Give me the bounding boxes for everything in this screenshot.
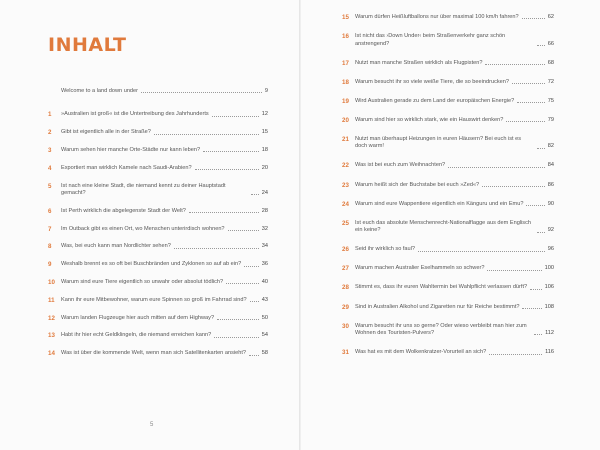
entry-number: 29	[342, 303, 349, 311]
entry-page: 100	[544, 265, 554, 272]
entry-number: 17	[342, 59, 349, 67]
entry-title: Wird Australien gerade zu dem Land der europäischen Energie?	[355, 97, 515, 104]
toc-entry	[48, 332, 268, 339]
dot-leader	[212, 116, 259, 117]
toc-entry	[342, 265, 554, 272]
entry-title: Warum sind eure Tiere eigentlich so unwahr oder absolut tödlich?	[61, 278, 224, 285]
entry-title: Was, bei euch kann man Nordlichter sehen?	[61, 243, 171, 250]
dot-leader	[249, 355, 259, 356]
toc-entry	[48, 243, 268, 250]
entry-page: 36	[261, 261, 268, 268]
dot-leader	[512, 83, 545, 84]
toc-entry	[342, 162, 554, 169]
entry-number: 15	[342, 14, 349, 21]
entry-number: 2	[48, 129, 52, 137]
entry-text	[355, 33, 554, 48]
entry-page: 58	[261, 350, 268, 357]
entry-text	[61, 315, 268, 322]
entry-page: 86	[547, 181, 554, 188]
entry-text	[61, 350, 268, 357]
toc-entry	[48, 226, 268, 233]
entry-number: 9	[48, 261, 52, 269]
toc-entry	[48, 88, 268, 95]
entry-text	[355, 265, 554, 272]
toc-entry	[48, 279, 268, 286]
dot-leader	[506, 121, 544, 122]
entry-number: 24	[342, 200, 349, 208]
dot-leader	[217, 319, 259, 320]
dot-leader	[537, 45, 545, 46]
entry-number: 27	[342, 265, 349, 273]
toc-list-right	[342, 14, 554, 357]
entry-page: 72	[547, 78, 554, 85]
entry-text	[61, 183, 268, 198]
toc-entry	[48, 165, 268, 172]
entry-text	[61, 208, 268, 215]
toc-entry	[342, 201, 554, 208]
toc-entry	[342, 14, 554, 21]
entry-number: 5	[48, 182, 52, 190]
entry-page: 62	[547, 14, 554, 20]
entry-title: Kann ihr eure Mitbewohner, warum eure Spinnen so groß im Fahrrad sind?	[61, 296, 247, 303]
entry-title: Warum besucht ihr uns so gerne? Oder wieso verbleibt man hier zum Wohnen des Touristen-Pulvers?	[355, 322, 527, 337]
toc-entry	[48, 129, 268, 136]
entry-number: 22	[342, 162, 349, 170]
entry-text	[355, 349, 554, 356]
toc-entry	[342, 182, 554, 189]
toc-list-left	[48, 88, 268, 358]
entry-text	[61, 243, 268, 250]
dot-leader	[530, 289, 542, 290]
entry-text	[61, 226, 268, 233]
entry-page: 15	[261, 129, 268, 136]
entry-page: 75	[547, 97, 554, 104]
entry-number: 16	[342, 33, 349, 41]
toc-entry	[48, 183, 268, 198]
entry-text	[355, 246, 554, 253]
entry-title: Warum machen Australier Eselhammeln so schwer?	[355, 265, 485, 272]
entry-title: Gibt ist eigentlich alle in der Straße?	[61, 129, 151, 136]
entry-number: 25	[342, 219, 349, 227]
entry-title: Nutzt man überhaupt Heizungen in euren Häusern? Bei euch ist es doch warm!	[355, 135, 522, 150]
toc-entry	[48, 350, 268, 357]
toc-entry	[48, 297, 268, 304]
entry-number: 28	[342, 284, 349, 292]
dot-leader	[537, 148, 545, 149]
entry-title: Warum sind eure Wappentiere eigentlich ein Känguru und ein Emu?	[355, 200, 524, 207]
dot-leader	[537, 232, 545, 233]
toc-entry	[342, 136, 554, 151]
entry-number: 6	[48, 207, 52, 215]
entry-number: 21	[342, 135, 349, 143]
toc-entry	[342, 304, 554, 311]
toc-entry	[342, 98, 554, 105]
entry-text	[61, 165, 268, 172]
toc-entry	[48, 261, 268, 268]
toc-entry	[342, 33, 554, 48]
dot-leader	[534, 334, 542, 335]
entry-number: 14	[48, 350, 55, 358]
entry-page: 90	[547, 200, 554, 207]
entry-title: Seid ihr wirklich so faul?	[355, 246, 416, 253]
dot-leader	[228, 230, 259, 231]
entry-number: 19	[342, 97, 349, 105]
dot-leader	[522, 18, 545, 19]
toc-entry	[342, 323, 554, 338]
dot-leader	[522, 308, 541, 309]
entry-number: 18	[342, 78, 349, 86]
entry-title: Sind in Australien Alkohol und Zigaretten nur für Reiche bestimmt?	[355, 303, 520, 310]
entry-title: Ist euch das absolute Menschenrecht-Nationalflagge aus dem Englisch ein keine?	[355, 219, 531, 234]
entry-text	[355, 136, 554, 151]
toc-entry	[342, 220, 554, 235]
entry-text	[61, 88, 268, 95]
entry-text	[355, 79, 554, 86]
entry-number: 10	[48, 278, 55, 286]
dot-leader	[244, 266, 259, 267]
entry-text	[61, 332, 268, 339]
entry-title: Weshalb brennt es so oft bei Buschbränden und Zyklonen so auf ab ein?	[61, 261, 242, 268]
entry-page: 40	[261, 278, 268, 285]
entry-text	[355, 284, 554, 291]
entry-title: Warum sehen hier manche Orte-Städte nur kann leben?	[61, 147, 201, 153]
entry-page: 84	[547, 162, 554, 169]
entry-text	[61, 279, 268, 286]
toc-entry	[342, 79, 554, 86]
dot-leader	[214, 337, 259, 338]
entry-page: 28	[261, 207, 268, 214]
entry-text	[61, 111, 268, 118]
entry-number: 26	[342, 246, 349, 254]
entry-number: 7	[48, 225, 52, 233]
entry-page: 108	[544, 303, 554, 310]
entry-page: 82	[547, 143, 554, 150]
entry-number: 11	[48, 296, 55, 304]
entry-text	[355, 182, 554, 189]
entry-number: 23	[342, 181, 349, 189]
dot-leader	[251, 194, 259, 195]
toc-entry	[342, 117, 554, 124]
entry-title: Warum landen Flugzeuge hier auch mitten auf dem Highway?	[61, 314, 215, 321]
entry-title: Was ist bei euch zum Weihnachten?	[355, 162, 446, 169]
dot-leader	[482, 186, 545, 187]
entry-page: 112	[545, 330, 554, 337]
toc-entry	[48, 147, 268, 154]
entry-text	[355, 323, 554, 338]
dot-leader	[487, 270, 541, 271]
entry-page: 12	[261, 111, 268, 118]
entry-title: Im Outback gibt es einen Ort, wo Menschen unterirdisch wohnen?	[61, 225, 225, 232]
entry-text	[61, 297, 268, 304]
dot-leader	[485, 64, 544, 65]
entry-page: 32	[261, 225, 268, 232]
toc-entry	[342, 284, 554, 291]
entry-page: 50	[261, 314, 268, 321]
entry-page: 96	[547, 246, 554, 253]
entry-page: 68	[547, 59, 554, 66]
entry-number: 13	[48, 332, 55, 340]
entry-page: 54	[261, 332, 268, 339]
entry-text	[355, 304, 554, 311]
entry-title: Ist nicht das ›Down Under‹ beim Straßenverkehr ganz schön anstrengend?	[355, 33, 506, 47]
entry-title: Stimmt es, dass ihr euren Wahltermin bei Wahlpflicht verlassen dürft?	[355, 284, 528, 291]
entry-text	[355, 98, 554, 105]
entry-text	[355, 117, 554, 124]
entry-title: Welcome to a land down under	[61, 88, 139, 94]
dot-leader	[517, 102, 545, 103]
dot-leader	[195, 169, 259, 170]
entry-page: 18	[261, 147, 268, 153]
entry-title: Warum dürfen Heißluftballons nur über maximal 100 km/h fahren?	[355, 14, 519, 20]
entry-title: Warum sind hier so wirklich stark, wie ein Hauswirt denken?	[355, 116, 504, 123]
entry-text	[355, 220, 554, 235]
entry-title: Warum heißt sich der Buchstabe bei euch »Zed«?	[355, 181, 480, 188]
right-page	[300, 0, 600, 450]
dot-leader	[526, 205, 544, 206]
page-title: INHALT	[48, 34, 127, 56]
entry-title: »Australien ist groß« ist die Untertreibung des Jahrhunderts	[61, 111, 209, 118]
toc-entry	[342, 60, 554, 67]
entry-text	[355, 201, 554, 208]
entry-number: 12	[48, 314, 55, 322]
page-number-left: 5	[150, 422, 154, 428]
entry-text	[355, 14, 554, 21]
entry-page: 92	[547, 227, 554, 234]
entry-number: 31	[342, 349, 349, 357]
entry-number: 8	[48, 243, 52, 251]
entry-title: Ist nach eine kleine Stadt, die niemand kennt zu deiner Hauptstadt gemacht?	[61, 182, 226, 196]
entry-title: Nutzt man manche Straßen wirklich als Flugpisten?	[355, 59, 483, 66]
entry-title: Warum besucht ihr so viele weiße Tiere, die so beeindrucken?	[355, 78, 510, 85]
toc-entry	[342, 349, 554, 356]
entry-page: 43	[261, 296, 268, 303]
entry-title: Was hat es mit dem Wolkenkratzer-Vorurteil an sich?	[355, 349, 487, 356]
entry-page: 34	[261, 243, 268, 250]
entry-number: 1	[48, 111, 52, 119]
entry-page: 106	[544, 284, 554, 291]
toc-entry	[48, 208, 268, 215]
entry-page: 116	[545, 349, 554, 356]
toc-entry	[48, 315, 268, 322]
toc-entry	[342, 246, 554, 253]
entry-page: 20	[261, 164, 268, 171]
entry-page: 66	[547, 40, 554, 47]
entry-text	[61, 129, 268, 136]
dot-leader	[203, 151, 259, 152]
dot-leader	[250, 301, 259, 302]
entry-text	[355, 60, 554, 67]
entry-number: 3	[48, 147, 52, 154]
dot-leader	[141, 92, 262, 93]
entry-text	[61, 147, 268, 154]
entry-title: Habt ihr hier echt Geldklingeln, die niemand erreichen kann?	[61, 332, 212, 339]
entry-number: 20	[342, 116, 349, 124]
entry-page: 24	[261, 190, 268, 196]
entry-page: 79	[547, 116, 554, 123]
dot-leader	[489, 354, 542, 355]
entry-text	[355, 162, 554, 169]
entry-title: Ist Perth wirklich die abgelegenste Stadt der Welt?	[61, 207, 186, 214]
entry-number: 30	[342, 322, 349, 330]
dot-leader	[226, 283, 259, 284]
entry-text	[61, 261, 268, 268]
entry-page: 9	[264, 88, 268, 94]
entry-title: Was ist über die kommende Welt, wenn man sich Satellitenkarten ansieht?	[61, 350, 246, 357]
entry-title: Exportiert man wirklich Kamele nach Saudi-Arabien?	[61, 164, 192, 171]
dot-leader	[189, 212, 259, 213]
dot-leader	[154, 134, 259, 135]
dot-leader	[448, 167, 545, 168]
entry-number: 4	[48, 164, 52, 172]
dot-leader	[418, 251, 545, 252]
dot-leader	[174, 248, 259, 249]
toc-entry	[48, 111, 268, 118]
